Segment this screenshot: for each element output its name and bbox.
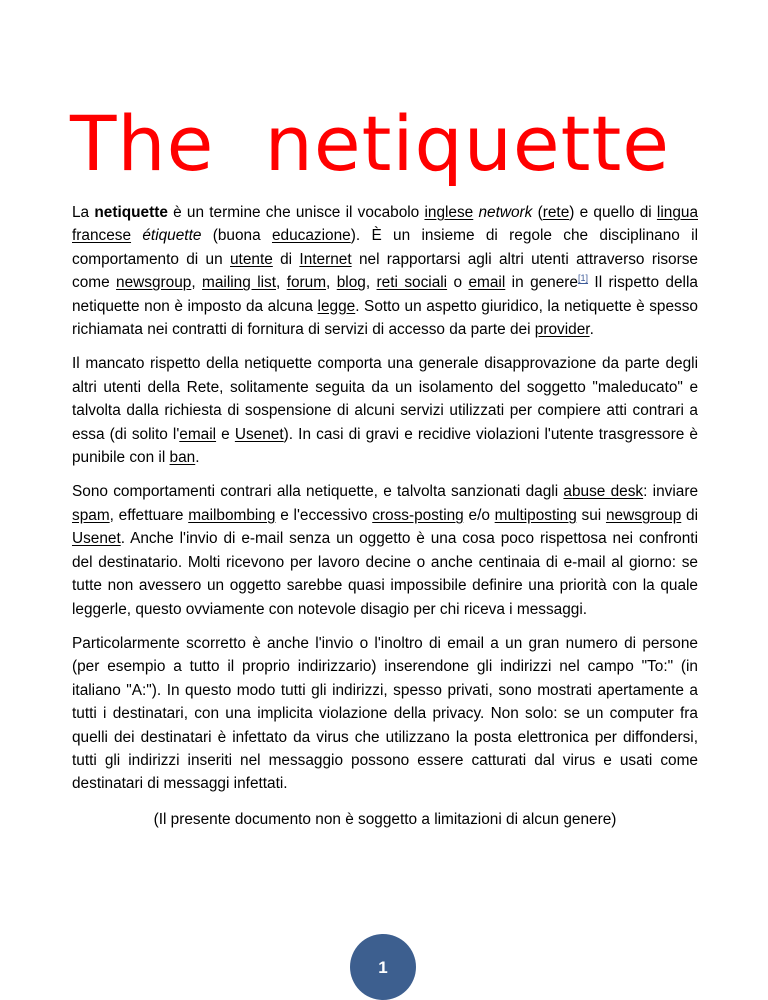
link-mailing-list[interactable]: mailing list — [202, 274, 277, 292]
text-run: . — [589, 321, 594, 339]
paragraph-definition — [72, 201, 698, 341]
text-run: , — [276, 274, 287, 292]
text-run: , — [365, 274, 377, 292]
link-newsgroup[interactable]: newsgroup — [605, 506, 682, 524]
link-rete[interactable]: rete — [542, 204, 570, 221]
term-network: network — [478, 204, 533, 221]
link-utente[interactable]: utente — [230, 250, 273, 268]
text-run: è un termine che unisce il vocabolo — [167, 204, 425, 221]
paragraph-consequences — [72, 352, 698, 469]
link-blog[interactable]: blog — [336, 274, 366, 292]
term-netiquette: netiquette — [94, 204, 168, 221]
text-run: (buona — [201, 227, 272, 245]
text-run: e/o — [463, 506, 495, 524]
page-number-badge — [350, 934, 416, 1000]
link-forum[interactable]: forum — [286, 274, 327, 292]
text-run: . Sotto un aspetto giuridico, la netiquette è spesso richiamata nei contratti di fornitura di servizi di accesso da parte dei — [72, 297, 698, 339]
link-email[interactable]: email — [468, 274, 506, 292]
text-run: ) e quello di — [569, 204, 657, 221]
link-internet[interactable]: Internet — [299, 250, 352, 268]
license-note: (Il presente documento non è soggetto a limitazioni di alcun genere) — [153, 811, 617, 828]
text-run: Il mancato rispetto della netiquette comporta una generale disapprovazione da parte degli altri utenti della Rete, solitamente seguita da un isolamento del soggetto "maleducato" e talvolta dalla richiesta di sospensione di alcuni servizi utilizzati per compiere atti contrari a essa (di solito l' — [72, 355, 698, 443]
link-educazione[interactable]: educazione — [271, 227, 351, 245]
text-run: , — [326, 274, 337, 292]
link-mailbombing[interactable]: mailbombing — [188, 506, 276, 524]
term-etiquette: étiquette — [142, 227, 202, 245]
text-run: ). È un insieme di regole che disciplinano il comportamento di un — [72, 227, 698, 268]
link-legge[interactable]: legge — [317, 297, 356, 315]
link-reti-sociali[interactable]: reti sociali — [376, 274, 448, 292]
link-email[interactable]: email — [179, 425, 217, 443]
text-run: La — [72, 204, 95, 221]
footnote-ref-1[interactable]: [1] — [578, 273, 589, 284]
link-spam[interactable]: spam — [72, 506, 110, 524]
text-run: di — [272, 250, 300, 268]
text-run: . — [195, 449, 200, 467]
text-run: o — [447, 274, 469, 292]
paragraph-privacy: Particolarmente scorretto è anche l'invio o l'inoltro di email a un gran numero di persone (per esempio a tutto il proprio indirizzario) inserendone gli indirizzi nel campo "To:" (in italiano "A:"). In questo modo tutti gli indirizzi, spesso privati, sono mostrati apertamente a tutti i destinatari, con una implicita violazione della privacy. Non solo: se un computer fra quelli dei destinatari è infettato da virus che utilizzano la posta elettronica per diffondersi, tutti gli indirizzi inseriti nel messaggio possono essere catturati dal virus e usati come destinatari di messaggi infettati. — [72, 634, 698, 793]
text-run: in genere — [505, 274, 578, 292]
link-lingua-francese[interactable]: lingua francese — [72, 204, 698, 245]
link-inglese[interactable]: inglese — [424, 204, 474, 221]
text-run: sui — [576, 506, 606, 524]
page-number: 1 — [378, 958, 388, 977]
text-run: di — [681, 506, 698, 524]
link-provider[interactable]: provider — [534, 321, 590, 339]
page-title: The netiquette — [70, 99, 671, 188]
text-run: ( — [532, 204, 543, 221]
link-cross-posting[interactable]: cross-posting — [372, 506, 464, 524]
text-run: ). In casi di gravi e recidive violazioni l'utente trasgressore è punibile con il — [72, 425, 698, 467]
text-run — [131, 227, 142, 244]
text-run: nel rapportarsi agli altri utenti attraverso risorse come — [72, 250, 698, 292]
link-multiposting[interactable]: multiposting — [494, 506, 577, 524]
link-newsgroup[interactable]: newsgroup — [116, 274, 192, 292]
paragraph-violations — [72, 480, 698, 620]
link-abuse-desk[interactable]: abuse desk — [563, 483, 644, 501]
document-body — [72, 201, 698, 807]
text-run: Il rispetto della netiquette non è imposto da alcuna — [72, 274, 698, 315]
link-usenet[interactable]: Usenet — [72, 530, 121, 548]
text-run: , effettuare — [109, 506, 189, 524]
text-run: , — [191, 274, 203, 292]
link-ban[interactable]: ban — [169, 449, 196, 467]
text-run: e — [216, 425, 235, 443]
link-usenet[interactable]: Usenet — [234, 425, 284, 443]
text-run: . Anche l'invio di e-mail senza un oggetto è una cosa poco rispettosa nei confronti del destinatario. Molti ricevono per lavoro decine o anche centinaia di e-mail al giorno: se tutte non avessero un oggetto sarebbe quasi impossibile definire una priorità con la quale leggerle, questo ovviamente con notevole disagio per chi riceva i messaggi. — [72, 530, 698, 618]
text-run: : inviare — [643, 483, 699, 501]
text-run: Sono comportamenti contrari alla netiquette, e talvolta sanzionati dagli — [72, 483, 564, 501]
text-run: e l'eccessivo — [275, 506, 373, 524]
